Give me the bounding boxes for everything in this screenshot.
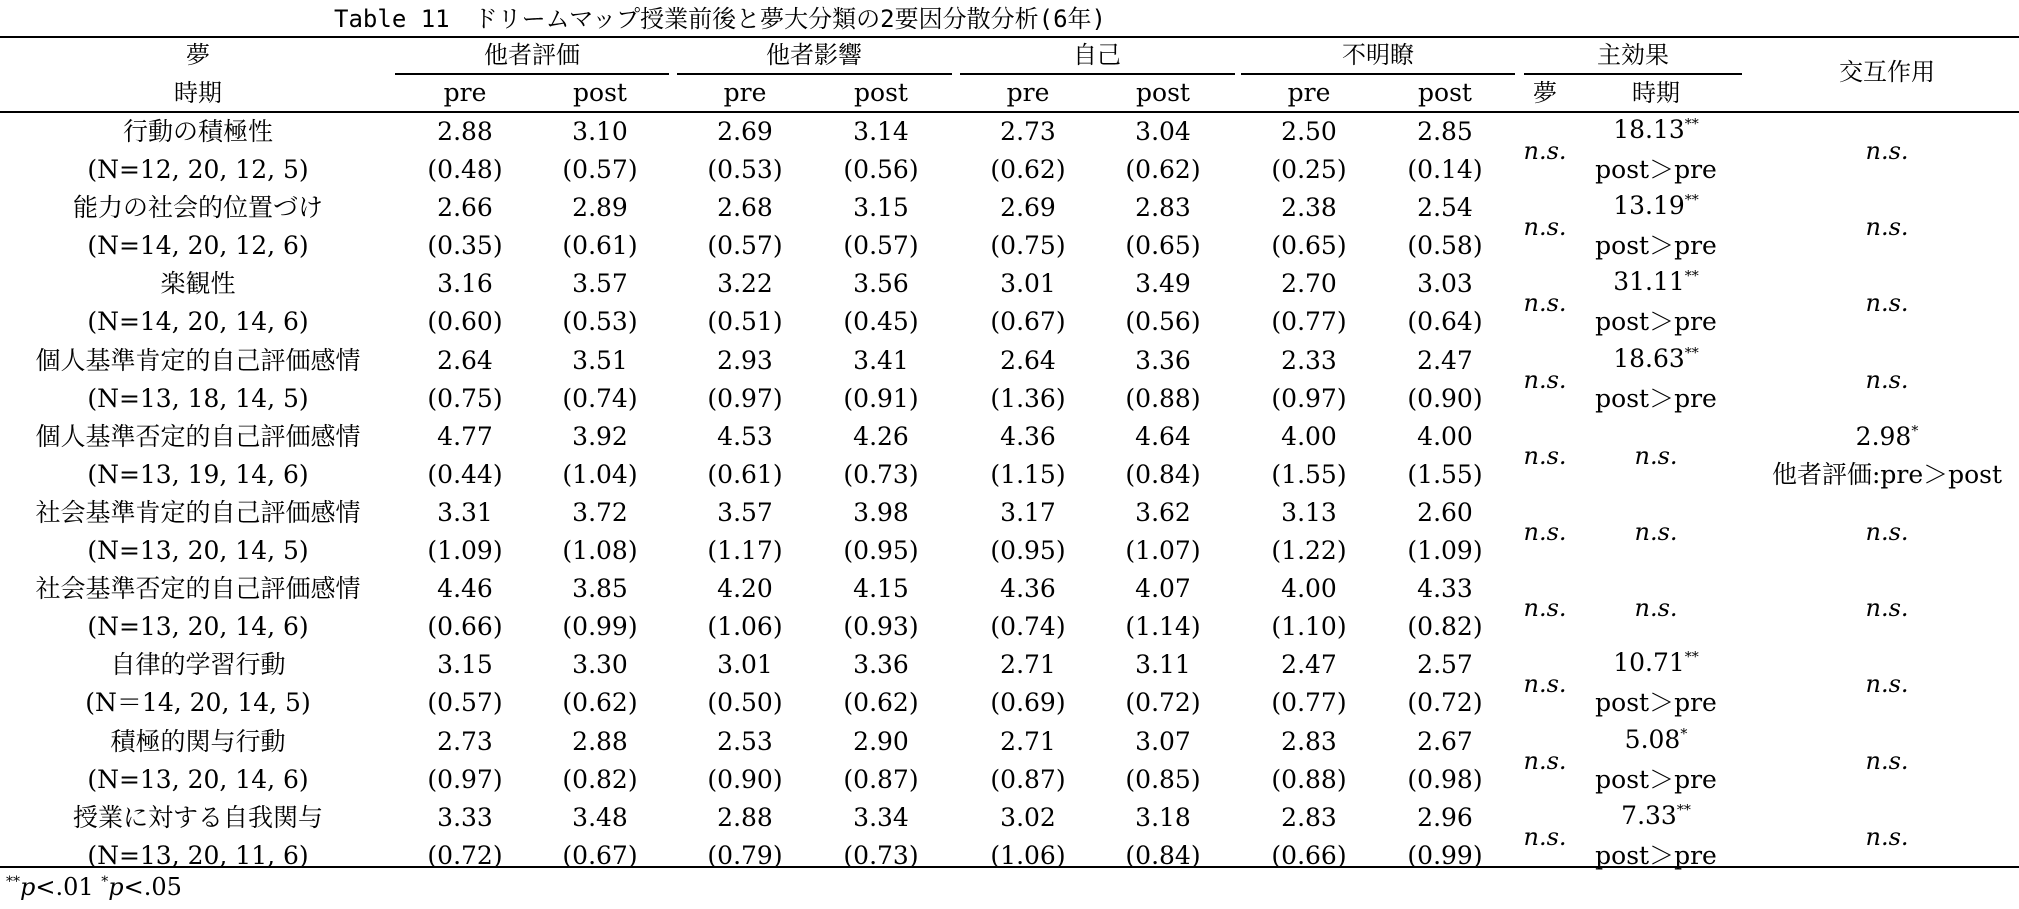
cell-sd: (0.57) bbox=[843, 231, 919, 261]
cell-mean: 2.88 bbox=[572, 726, 628, 756]
cell-mean: 2.38 bbox=[1281, 193, 1337, 223]
interaction-value bbox=[1856, 422, 1919, 452]
cell-sd: (0.61) bbox=[562, 231, 638, 261]
cell-sd: (0.62) bbox=[1125, 155, 1201, 184]
cell-mean: 2.67 bbox=[1417, 726, 1473, 756]
group-header-other-influence: 他者影響 bbox=[766, 41, 862, 69]
cell-mean: 3.36 bbox=[853, 650, 909, 680]
subheader-dream-effect: 夢 bbox=[1533, 79, 1557, 107]
cell-mean: 2.54 bbox=[1417, 193, 1473, 223]
time-effect-note: post＞pre bbox=[1595, 764, 1717, 794]
subheader-post: post bbox=[1136, 78, 1190, 107]
time-effect-f: 10.71 bbox=[1613, 648, 1685, 678]
cell-mean: 2.68 bbox=[717, 193, 773, 223]
cell-mean: 4.36 bbox=[1000, 574, 1056, 604]
cell-mean: 3.57 bbox=[717, 498, 773, 527]
cell-mean: 3.56 bbox=[853, 269, 909, 299]
cell-sd: (0.56) bbox=[1125, 307, 1201, 337]
row-n: (N=13, 18, 14, 5) bbox=[87, 383, 309, 413]
cell-mean: 3.17 bbox=[1000, 498, 1056, 527]
footnote-threshold-01: <.01 bbox=[35, 873, 102, 901]
row-label: 能力の社会的位置づけ bbox=[72, 193, 324, 223]
cell-sd: (0.90) bbox=[707, 764, 783, 794]
row-label: 行動の積極性 bbox=[122, 117, 274, 146]
cell-sd: (0.25) bbox=[1271, 155, 1347, 184]
cell-sd: (0.97) bbox=[427, 764, 503, 794]
cell-sd: (0.93) bbox=[843, 612, 919, 642]
cell-mean: 4.77 bbox=[437, 421, 493, 451]
footnote bbox=[6, 872, 182, 902]
cell-mean: 3.04 bbox=[1135, 117, 1191, 146]
cell-mean: 2.47 bbox=[1281, 650, 1337, 680]
cell-mean: 2.83 bbox=[1281, 726, 1337, 756]
cell-mean: 2.64 bbox=[1000, 345, 1056, 375]
cell-sd: (1.55) bbox=[1407, 459, 1483, 489]
dream-effect: n.s. bbox=[1523, 289, 1567, 318]
subheader-time-effect: 時期 bbox=[1632, 79, 1680, 107]
cell-sd: (1.10) bbox=[1271, 612, 1347, 642]
cell-sd: (0.45) bbox=[843, 307, 919, 337]
cell-mean: 2.73 bbox=[437, 726, 493, 756]
time-effect: n.s. bbox=[1634, 594, 1678, 623]
cell-sd: (0.72) bbox=[427, 840, 503, 870]
row-label: 積極的関与行動 bbox=[110, 726, 286, 756]
interaction-effect: n.s. bbox=[1865, 822, 1909, 851]
dream-effect: n.s. bbox=[1523, 137, 1567, 165]
group-rule-main-effect bbox=[1524, 73, 1742, 75]
row-label: 個人基準否定的自己評価感情 bbox=[35, 421, 361, 451]
cell-sd: (0.57) bbox=[427, 688, 503, 718]
cell-mean: 2.93 bbox=[717, 345, 773, 375]
footnote-sig-single: * bbox=[101, 874, 109, 890]
cell-mean: 3.30 bbox=[572, 650, 628, 680]
header-time-label: 時期 bbox=[174, 79, 222, 107]
cell-sd: (1.14) bbox=[1125, 612, 1201, 642]
header-dream-label: 夢 bbox=[186, 41, 210, 69]
time-effect-note: post＞pre bbox=[1595, 840, 1717, 870]
cell-mean: 3.41 bbox=[853, 345, 909, 375]
row-n: (N=13, 20, 11, 6) bbox=[87, 840, 309, 870]
cell-sd: (1.22) bbox=[1271, 536, 1347, 565]
time-effect-value bbox=[1613, 344, 1699, 374]
interaction-effect: n.s. bbox=[1865, 518, 1909, 546]
cell-mean: 2.88 bbox=[437, 117, 493, 146]
cell-sd: (0.84) bbox=[1125, 840, 1201, 870]
cell-sd: (0.88) bbox=[1271, 764, 1347, 794]
time-effect-f: 18.13 bbox=[1613, 115, 1685, 144]
cell-sd: (1.09) bbox=[427, 536, 503, 565]
cell-sd: (0.65) bbox=[1125, 231, 1201, 261]
dream-effect: n.s. bbox=[1523, 746, 1567, 775]
cell-sd: (0.99) bbox=[562, 612, 638, 642]
cell-sd: (0.53) bbox=[707, 155, 783, 184]
cell-mean: 4.00 bbox=[1281, 574, 1337, 604]
cell-sd: (0.74) bbox=[562, 383, 638, 413]
row-n: (N＝14, 20, 14, 5) bbox=[85, 688, 311, 718]
time-effect-sig: ** bbox=[1684, 192, 1699, 209]
cell-sd: (1.17) bbox=[707, 536, 783, 565]
cell-sd: (1.06) bbox=[707, 612, 783, 642]
dream-effect: n.s. bbox=[1523, 518, 1567, 546]
group-rule-self bbox=[960, 73, 1235, 75]
cell-mean: 2.33 bbox=[1281, 345, 1337, 375]
dream-effect: n.s. bbox=[1523, 213, 1567, 242]
cell-sd: (0.97) bbox=[707, 383, 783, 413]
cell-mean: 3.02 bbox=[1000, 802, 1056, 832]
cell-mean: 3.01 bbox=[1000, 269, 1056, 299]
cell-sd: (1.07) bbox=[1125, 536, 1201, 565]
time-effect-note: post＞pre bbox=[1595, 231, 1717, 261]
cell-sd: (0.95) bbox=[990, 536, 1066, 565]
cell-mean: 2.69 bbox=[717, 117, 773, 146]
time-effect-value bbox=[1613, 267, 1699, 297]
interaction-f: 2.98 bbox=[1855, 421, 1912, 451]
group-rule-other-influence bbox=[677, 73, 952, 75]
cell-mean: 4.46 bbox=[437, 574, 493, 604]
row-label: 自律的学習行動 bbox=[110, 650, 286, 680]
cell-mean: 4.36 bbox=[1000, 421, 1056, 451]
group-header-self: 自己 bbox=[1073, 41, 1121, 69]
time-effect-f: 31.11 bbox=[1613, 267, 1685, 297]
interaction-effect: n.s. bbox=[1865, 670, 1909, 699]
row-label: 社会基準肯定的自己評価感情 bbox=[35, 498, 361, 527]
cell-mean: 3.03 bbox=[1417, 269, 1473, 299]
dream-effect: n.s. bbox=[1523, 365, 1567, 394]
subheader-pre: pre bbox=[1006, 78, 1050, 107]
cell-mean: 3.18 bbox=[1135, 802, 1191, 832]
interaction-note: 他者評価:pre＞post bbox=[1771, 459, 2003, 489]
cell-sd: (0.64) bbox=[1407, 307, 1483, 337]
cell-sd: (0.67) bbox=[990, 307, 1066, 337]
cell-sd: (1.55) bbox=[1271, 459, 1347, 489]
cell-sd: (0.72) bbox=[1407, 688, 1483, 718]
time-effect-note: post＞pre bbox=[1595, 155, 1717, 184]
interaction-effect: n.s. bbox=[1865, 137, 1909, 165]
time-effect-sig: ** bbox=[1684, 345, 1699, 362]
cell-mean: 2.71 bbox=[1000, 650, 1056, 680]
row-n: (N=13, 19, 14, 6) bbox=[87, 459, 309, 489]
cell-mean: 3.10 bbox=[572, 117, 628, 146]
cell-mean: 3.36 bbox=[1135, 345, 1191, 375]
interaction-effect: n.s. bbox=[1865, 746, 1909, 775]
cell-sd: (0.85) bbox=[1125, 764, 1201, 794]
time-effect: n.s. bbox=[1634, 441, 1678, 470]
row-n: (N=12, 20, 12, 5) bbox=[87, 155, 309, 184]
time-effect-f: 5.08 bbox=[1624, 724, 1681, 754]
cell-mean: 2.89 bbox=[572, 193, 628, 223]
time-effect-value bbox=[1621, 801, 1691, 831]
row-n: (N=13, 20, 14, 5) bbox=[87, 536, 309, 565]
cell-sd: (0.84) bbox=[1125, 459, 1201, 489]
cell-sd: (0.53) bbox=[562, 307, 638, 337]
cell-mean: 3.14 bbox=[853, 117, 909, 146]
cell-mean: 2.53 bbox=[717, 726, 773, 756]
cell-mean: 2.88 bbox=[717, 802, 773, 832]
cell-mean: 3.34 bbox=[853, 802, 909, 832]
cell-mean: 3.01 bbox=[717, 650, 773, 680]
group-header-unclear: 不明瞭 bbox=[1342, 41, 1414, 69]
time-effect-sig: * bbox=[1680, 726, 1688, 743]
time-effect-sig: ** bbox=[1676, 802, 1691, 819]
footnote-sig-double: ** bbox=[6, 874, 20, 890]
interaction-effect: n.s. bbox=[1865, 213, 1909, 242]
cell-mean: 4.00 bbox=[1281, 421, 1337, 451]
cell-sd: (0.62) bbox=[843, 688, 919, 718]
cell-mean: 2.70 bbox=[1281, 269, 1337, 299]
interaction-effect: n.s. bbox=[1865, 594, 1909, 623]
cell-sd: (0.67) bbox=[562, 840, 638, 870]
row-n: (N=14, 20, 12, 6) bbox=[87, 231, 309, 261]
cell-sd: (0.51) bbox=[707, 307, 783, 337]
cell-mean: 2.96 bbox=[1417, 802, 1473, 832]
cell-sd: (0.99) bbox=[1407, 840, 1483, 870]
cell-sd: (0.95) bbox=[843, 536, 919, 565]
time-effect-f: 7.33 bbox=[1621, 800, 1677, 830]
cell-sd: (0.77) bbox=[1271, 307, 1347, 337]
cell-mean: 3.13 bbox=[1281, 498, 1337, 527]
cell-mean: 3.62 bbox=[1135, 498, 1191, 527]
time-effect-sig: ** bbox=[1684, 116, 1699, 133]
cell-sd: (0.44) bbox=[427, 459, 503, 489]
cell-sd: (0.87) bbox=[990, 764, 1066, 794]
cell-mean: 2.47 bbox=[1417, 345, 1473, 375]
cell-mean: 3.51 bbox=[572, 345, 628, 375]
cell-mean: 3.72 bbox=[572, 498, 628, 527]
cell-sd: (0.69) bbox=[990, 688, 1066, 718]
time-effect-value bbox=[1613, 115, 1699, 145]
cell-sd: (0.57) bbox=[562, 155, 638, 184]
cell-sd: (1.15) bbox=[990, 459, 1066, 489]
cell-sd: (0.57) bbox=[707, 231, 783, 261]
cell-mean: 2.73 bbox=[1000, 117, 1056, 146]
subheader-post: post bbox=[1418, 78, 1472, 107]
cell-sd: (0.77) bbox=[1271, 688, 1347, 718]
cell-mean: 3.33 bbox=[437, 802, 493, 832]
dream-effect: n.s. bbox=[1523, 822, 1567, 851]
footnote-threshold-05: <.05 bbox=[123, 873, 182, 901]
subheader-pre: pre bbox=[723, 78, 767, 107]
cell-mean: 4.53 bbox=[717, 421, 773, 451]
cell-mean: 3.85 bbox=[572, 574, 628, 604]
cell-mean: 4.20 bbox=[717, 574, 773, 604]
cell-mean: 2.71 bbox=[1000, 726, 1056, 756]
cell-mean: 4.07 bbox=[1135, 574, 1191, 604]
footnote-p: p bbox=[20, 873, 36, 901]
row-label: 個人基準肯定的自己評価感情 bbox=[35, 345, 361, 375]
group-rule-other-eval bbox=[395, 73, 669, 75]
cell-sd: (0.90) bbox=[1407, 383, 1483, 413]
cell-mean: 3.48 bbox=[572, 802, 628, 832]
row-n: (N=13, 20, 14, 6) bbox=[87, 612, 309, 642]
cell-sd: (0.79) bbox=[707, 840, 783, 870]
cell-sd: (0.48) bbox=[427, 155, 503, 184]
header-bottom-rule bbox=[0, 111, 2019, 113]
top-rule bbox=[0, 36, 2019, 38]
cell-mean: 3.57 bbox=[572, 269, 628, 299]
cell-mean: 2.66 bbox=[437, 193, 493, 223]
cell-sd: (0.58) bbox=[1407, 231, 1483, 261]
time-effect-value bbox=[1613, 191, 1699, 221]
cell-mean: 2.60 bbox=[1417, 498, 1473, 527]
cell-mean: 4.33 bbox=[1417, 574, 1473, 604]
cell-mean: 2.83 bbox=[1135, 193, 1191, 223]
cell-sd: (0.66) bbox=[427, 612, 503, 642]
subheader-post: post bbox=[573, 78, 627, 107]
cell-sd: (0.73) bbox=[843, 459, 919, 489]
main-effect-header: 主効果 bbox=[1597, 41, 1669, 69]
cell-sd: (0.56) bbox=[843, 155, 919, 184]
cell-sd: (1.36) bbox=[990, 383, 1066, 413]
row-n: (N=13, 20, 14, 6) bbox=[87, 764, 309, 794]
cell-sd: (0.82) bbox=[1407, 612, 1483, 642]
cell-sd: (1.06) bbox=[990, 840, 1066, 870]
cell-sd: (0.75) bbox=[427, 383, 503, 413]
cell-sd: (0.82) bbox=[562, 764, 638, 794]
subheader-pre: pre bbox=[443, 78, 487, 107]
cell-sd: (0.98) bbox=[1407, 764, 1483, 794]
row-label: 授業に対する自我関与 bbox=[72, 802, 324, 832]
row-label: 楽観性 bbox=[160, 269, 236, 299]
cell-sd: (0.50) bbox=[707, 688, 783, 718]
cell-sd: (0.74) bbox=[990, 612, 1066, 642]
dream-effect: n.s. bbox=[1523, 441, 1567, 470]
time-effect-value bbox=[1625, 725, 1688, 755]
row-n: (N=14, 20, 14, 6) bbox=[87, 307, 309, 337]
interaction-sig: * bbox=[1911, 423, 1919, 440]
time-effect: n.s. bbox=[1634, 518, 1678, 546]
cell-mean: 3.92 bbox=[572, 421, 628, 451]
time-effect-sig: ** bbox=[1684, 269, 1699, 286]
cell-mean: 3.15 bbox=[437, 650, 493, 680]
cell-sd: (0.14) bbox=[1407, 155, 1483, 184]
cell-sd: (1.08) bbox=[562, 536, 638, 565]
dream-effect: n.s. bbox=[1523, 670, 1567, 699]
subheader-pre: pre bbox=[1287, 78, 1331, 107]
cell-mean: 2.64 bbox=[437, 345, 493, 375]
cell-mean: 2.69 bbox=[1000, 193, 1056, 223]
row-label: 社会基準否定的自己評価感情 bbox=[35, 574, 361, 604]
cell-sd: (0.66) bbox=[1271, 840, 1347, 870]
cell-sd: (0.72) bbox=[1125, 688, 1201, 718]
cell-mean: 4.15 bbox=[853, 574, 909, 604]
cell-sd: (1.04) bbox=[562, 459, 638, 489]
cell-mean: 2.85 bbox=[1417, 117, 1473, 146]
cell-mean: 2.90 bbox=[853, 726, 909, 756]
group-header-other-eval: 他者評価 bbox=[484, 41, 580, 69]
cell-mean: 3.98 bbox=[853, 498, 909, 527]
cell-sd: (0.91) bbox=[843, 383, 919, 413]
cell-sd: (1.09) bbox=[1407, 536, 1483, 565]
cell-sd: (0.62) bbox=[990, 155, 1066, 184]
subheader-post: post bbox=[854, 78, 908, 107]
cell-sd: (0.87) bbox=[843, 764, 919, 794]
time-effect-note: post＞pre bbox=[1595, 383, 1717, 413]
cell-sd: (0.61) bbox=[707, 459, 783, 489]
time-effect-f: 13.19 bbox=[1613, 191, 1685, 221]
cell-mean: 4.26 bbox=[853, 421, 909, 451]
time-effect-note: post＞pre bbox=[1595, 688, 1717, 718]
table-title: Table 11 ドリームマップ授業前後と夢大分類の2要因分散分析(6年) bbox=[334, 5, 1106, 33]
cell-sd: (0.65) bbox=[1271, 231, 1347, 261]
interaction-effect: n.s. bbox=[1865, 365, 1909, 394]
dream-effect: n.s. bbox=[1523, 594, 1567, 623]
cell-mean: 3.11 bbox=[1135, 650, 1191, 680]
cell-sd: (0.75) bbox=[990, 231, 1066, 261]
interaction-header: 交互作用 bbox=[1839, 58, 1935, 86]
cell-mean: 3.49 bbox=[1135, 269, 1191, 299]
cell-mean: 3.07 bbox=[1135, 726, 1191, 756]
footnote-p: p bbox=[108, 873, 124, 901]
cell-mean: 2.83 bbox=[1281, 802, 1337, 832]
time-effect-f: 18.63 bbox=[1613, 343, 1685, 373]
cell-mean: 3.31 bbox=[437, 498, 493, 527]
cell-sd: (0.97) bbox=[1271, 383, 1347, 413]
interaction-effect: n.s. bbox=[1865, 289, 1909, 318]
cell-mean: 2.57 bbox=[1417, 650, 1473, 680]
cell-mean: 2.50 bbox=[1281, 117, 1337, 146]
cell-mean: 4.64 bbox=[1135, 421, 1191, 451]
group-rule-unclear bbox=[1241, 73, 1515, 75]
cell-mean: 3.16 bbox=[437, 269, 493, 299]
time-effect-note: post＞pre bbox=[1595, 307, 1717, 337]
time-effect-sig: ** bbox=[1684, 650, 1699, 667]
cell-mean: 4.00 bbox=[1417, 421, 1473, 451]
cell-sd: (0.73) bbox=[843, 840, 919, 870]
cell-sd: (0.88) bbox=[1125, 383, 1201, 413]
time-effect-value bbox=[1613, 648, 1699, 678]
cell-mean: 3.22 bbox=[717, 269, 773, 299]
cell-sd: (0.60) bbox=[427, 307, 503, 337]
cell-mean: 3.15 bbox=[853, 193, 909, 223]
cell-sd: (0.62) bbox=[562, 688, 638, 718]
cell-sd: (0.35) bbox=[427, 231, 503, 261]
